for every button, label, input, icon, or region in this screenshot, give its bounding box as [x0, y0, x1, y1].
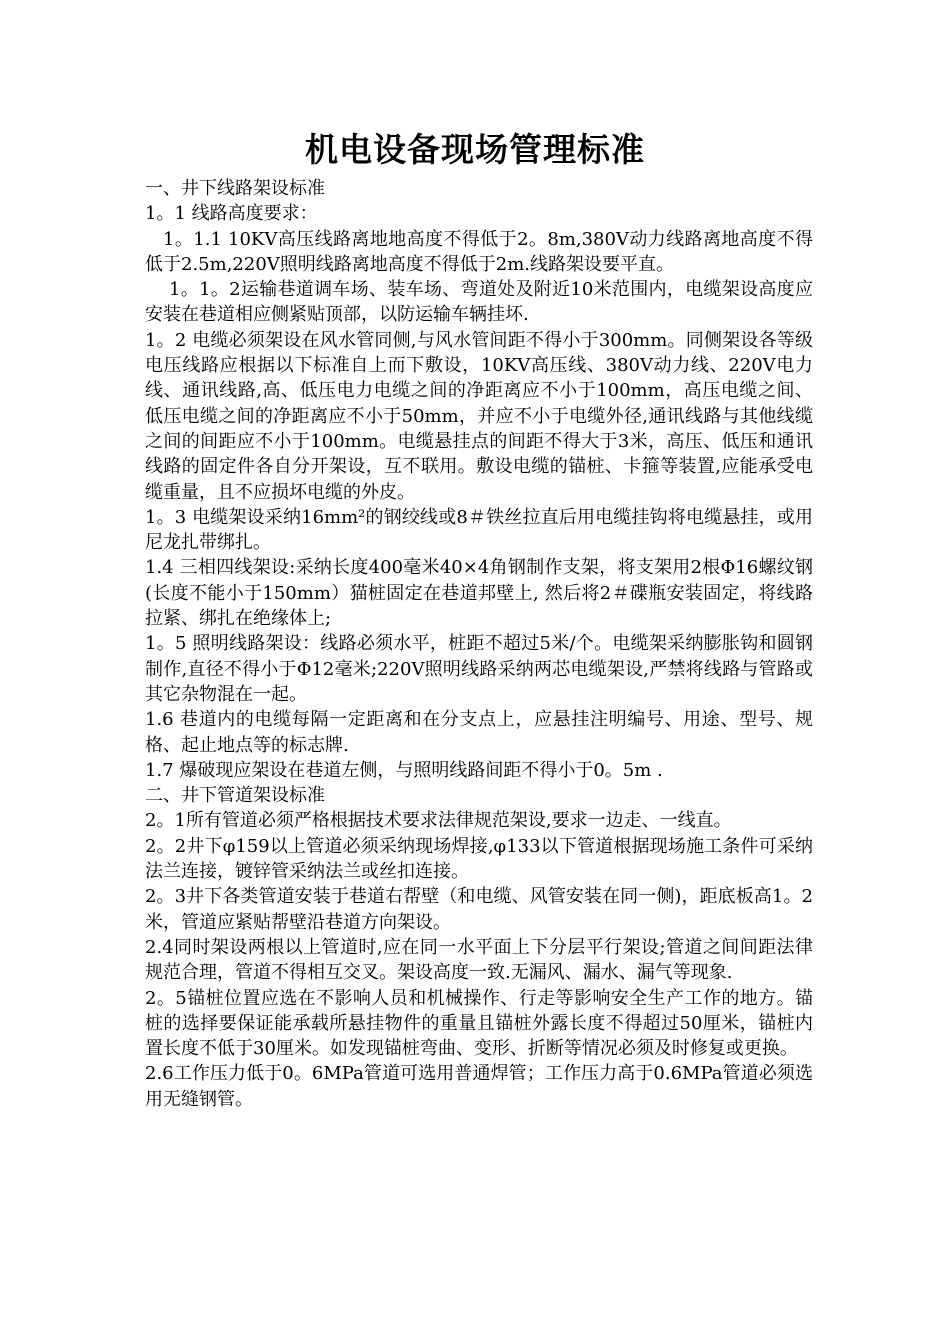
- paragraph-2-3: 2。3井下各类管道安装于巷道右帮壁（和电缆、风管安装在同一侧)，距底板高1。2米，管道应紧贴帮壁沿巷道方向架设。: [145, 886, 813, 933]
- subsection-heading-1-1: 1。1 线路高度要求：: [145, 203, 318, 225]
- paragraph-1-5: 1。5 照明线路架设：线路必须水平，桩距不超过5米/个。电缆架采纳膨胀钩和圆钢制作,直径不得小于Φ12毫米;220V照明线路采纳两芯电缆架设,严禁将线路与管路或其它杂物混在一起。: [145, 633, 813, 705]
- paragraph-1-2: 1。2 电缆必须架设在风水管同侧,与风水管间距不得小于300mm。同侧架设各等级电压线路应根据以下标准自上而下敷设，10KV高压线、380V动力线、220V电力线、通讯线路,高、低压电力电缆之间的净距离应不小于100mm，高压电缆之间、低压电缆之间的净距离应不小于50mm，并应不小于电缆外径,通讯线路与其他线缆之间的间距应不小于100mm。电缆悬挂点的间距不得大于3米，高压、低压和通讯线路的固定件各自分开架设，互不联用。敷设电缆的锚桩、卡箍等装置,应能承受电缆重量，且不应损坏电缆的外皮。: [145, 329, 813, 503]
- paragraph-2-2: 2。2井下φ159以上管道必须采纳现场焊接,φ133以下管道根据现场施工条件可采纳法兰连接，镀锌管采纳法兰或丝扣连接。: [145, 835, 813, 883]
- paragraph-1-1-1: 1。1.1 10KV高压线路离地地高度不得低于2。8m,380V动力线路离地高度不得低于2.5m,220V照明线路离地高度不得低于2m.线路架设要平直。: [145, 228, 813, 275]
- paragraph-2-5: 2。5锚桩位置应选在不影响人员和机械操作、行走等影响安全生产工作的地方。锚桩的选择要保证能承载所悬挂物件的重量且锚桩外露长度不得超过50厘米，锚桩内置长度不低于30厘米。如发现锚桩弯曲、变形、折断等情况必须及时修复或更换。: [145, 987, 813, 1060]
- paragraph-1-3: 1。3 电缆架设采纳16mm²的钢绞线或8＃铁丝拉直后用电缆挂钩将电缆悬挂，或用尼龙扎带绑扎。: [145, 506, 813, 554]
- paragraph-2-4: 2.4同时架设两根以上管道时,应在同一水平面上下分层平行架设;管道之间间距法律规范合理，管道不得相互交叉。架设高度一致.无漏风、漏水、漏气等现象.: [145, 936, 813, 984]
- paragraph-2-1: 2。1所有管道必须严格根据技术要求法律规范架设,要求一边走、一线直。: [145, 810, 732, 832]
- section-heading-2: 二、井下管道架设标准: [145, 785, 325, 807]
- document-body: [145, 176, 813, 1112]
- document-title: 机电设备现场管理标准: [305, 130, 645, 169]
- section-heading-1: 一、井下线路架设标准: [145, 178, 325, 199]
- paragraph-1-7: 1.7 爆破现应架设在巷道左侧，与照明线路间距不得小于0。5m .: [145, 759, 663, 781]
- paragraph-1-1-2: 1。1。2运输巷道调车场、装车场、弯道处及附近10米范围内，电缆架设高度应安装在巷道相应侧紧贴顶部，以防运输车辆挂坏.: [145, 279, 813, 326]
- paragraph-2-6: 2.6工作压力低于0。6MPa管道可选用普通焊管；工作压力高于0.6MPa管道必须选用无缝钢管。: [145, 1063, 813, 1110]
- paragraph-1-4: 1.4 三相四线架设:采纳长度400毫米40×4角钢制作支架，将支架用2根Φ16螺纹钢(长度不能小于150mm）猫桩固定在巷道邦壁上, 然后将2＃碟瓶安装固定，将线路拉紧、绑扎在绝缘体上;: [145, 557, 813, 630]
- paragraph-1-6: 1.6 巷道内的电缆每隔一定距离和在分支点上，应悬挂注明编号、用途、型号、规格、起止地点等的标志牌.: [145, 709, 813, 756]
